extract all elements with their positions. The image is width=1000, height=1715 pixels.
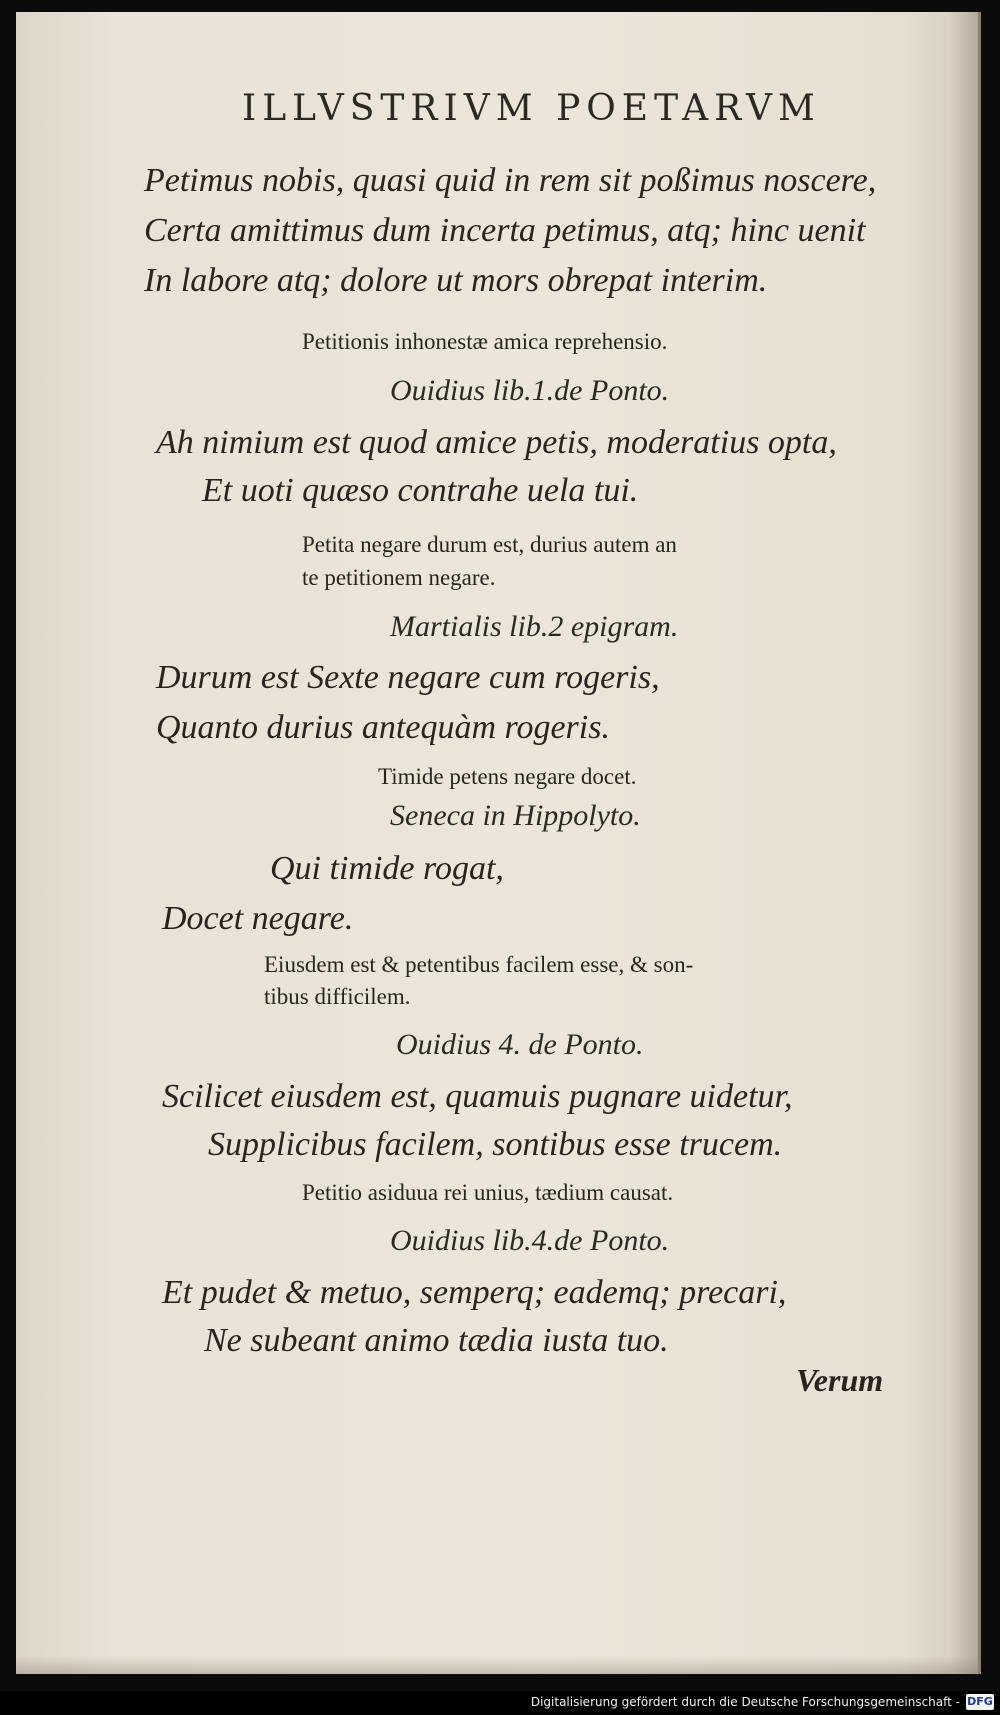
section-heading: te petitionem negare.	[302, 565, 496, 590]
page-bottom-shadow	[16, 1656, 978, 1674]
source-citation: Ouidius 4. de Ponto.	[396, 1028, 644, 1061]
dfg-logo-icon: DFG	[967, 1695, 993, 1708]
section-heading: Petita negare durum est, durius autem an	[302, 532, 677, 557]
catchword: Verum	[796, 1362, 884, 1398]
verse-line: Supplicibus facilem, sontibus esse trucem.	[208, 1126, 783, 1163]
running-head: ILLVSTRIVM POETARVM	[242, 88, 821, 129]
source-citation: Ouidius lib.1.de Ponto.	[390, 374, 670, 407]
verse-line: In labore atq; dolore ut mors obrepat interim.	[144, 262, 768, 299]
section-heading: Timide petens negare docet.	[378, 764, 637, 789]
verse-line: Durum est Sexte negare cum rogeris,	[156, 659, 660, 696]
verse-line: Petimus nobis, quasi quid in rem sit poßimus noscere,	[144, 162, 877, 199]
section-heading: Petitio asiduua rei unius, tædium causat.	[302, 1180, 674, 1205]
footer-credit: Digitalisierung gefördert durch die Deutsche Forschungsgemeinschaft -	[530, 1695, 960, 1709]
verse-line: Scilicet eiusdem est, quamuis pugnare uidetur,	[162, 1078, 793, 1115]
section-heading: Eiusdem est & petentibus facilem esse, & son-	[264, 952, 694, 977]
verse-line: Quanto durius antequàm rogeris.	[156, 709, 610, 746]
section-heading: tibus difficilem.	[264, 984, 411, 1009]
page-gutter-shadow	[950, 12, 978, 1674]
verse-line: Et uoti quæso contrahe uela tui.	[202, 472, 639, 509]
verse-line: Ah nimium est quod amice petis, moderatius opta,	[156, 424, 837, 461]
book-page	[16, 12, 981, 1674]
verse-line: Et pudet & metuo, semperq; eademq; precari,	[162, 1274, 787, 1311]
section-heading: Petitionis inhonestæ amica reprehensio.	[302, 329, 668, 354]
verse-line: Certa amittimus dum incerta petimus, atq; hinc uenit	[144, 212, 866, 249]
source-citation: Ouidius lib.4.de Ponto.	[390, 1224, 670, 1257]
source-citation: Seneca in Hippolyto.	[390, 799, 641, 832]
verse-line: Ne subeant animo tædia iusta tuo.	[204, 1322, 669, 1359]
verse-line: Qui timide rogat,	[270, 850, 504, 887]
verse-line: Docet negare.	[162, 900, 354, 937]
source-citation: Martialis lib.2 epigram.	[390, 610, 679, 643]
digitization-footer	[0, 1691, 1000, 1715]
